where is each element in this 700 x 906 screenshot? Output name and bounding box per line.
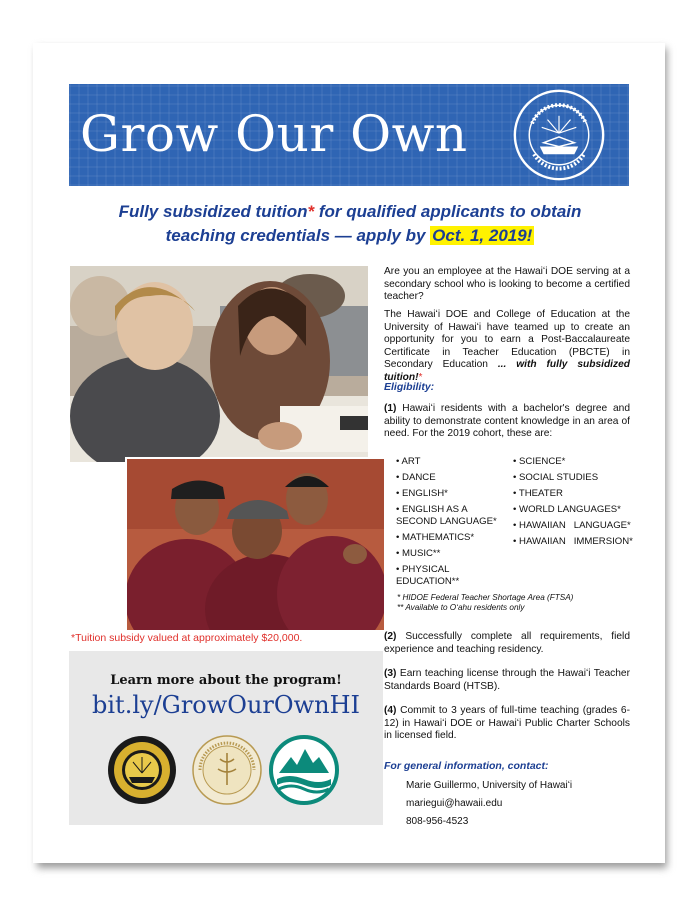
doe-logo-icon	[107, 735, 177, 805]
subject-item: • THEATER	[513, 488, 563, 499]
eligibility-item-4: (4) Commit to 3 years of full-time teaching (grades 6-12) in Hawaiʻi DOE or Hawaiʻi Public Charter Schools in licensed field.	[384, 705, 630, 742]
intro-paragraph: Are you an employee at the Hawaiʻi DOE serving at a secondary school who is looking to become a certified teacher?	[384, 266, 630, 303]
contact-name: Marie Guillermo, University of Hawaiʻi	[406, 780, 573, 791]
subject-item: • MUSIC**	[396, 548, 441, 559]
eligibility-item-1: (1) Hawaiʻi residents with a bachelor's degree and ability to demonstrate content knowledge in an area of need. For the 2019 cohort, these are:	[384, 403, 630, 440]
students-group-photo	[125, 457, 384, 630]
contact-heading: For general information, contact:	[384, 760, 549, 772]
partnership-paragraph: The Hawaiʻi DOE and College of Education at the University of Hawaiʻi have teamed up to create an opportunity for you to earn a Post-Baccalaureate Certificate in Teacher Education (PBCTE) in Secondary Education ... with fully subsidized tuition!*	[384, 309, 630, 383]
subject-list-right	[513, 456, 633, 552]
subject-item: • DANCE	[396, 472, 436, 483]
program-link[interactable]: bit.ly/GrowOurOwnHI	[92, 691, 360, 719]
subject-item: • WORLD LANGUAGES*	[513, 504, 621, 515]
subject-item: • ENGLISH AS A SECOND LANGUAGE*	[396, 504, 497, 527]
contact-phone[interactable]: 808-956-4523	[406, 816, 469, 827]
doe-seal-icon	[511, 87, 607, 183]
subject-list-left	[396, 456, 514, 592]
uh-seal-icon	[192, 735, 262, 805]
footnote-ftsa: * HIDOE Federal Teacher Shortage Area (FTSA)	[397, 593, 574, 602]
footnote-oahu: ** Available to Oʻahu residents only	[397, 603, 525, 612]
footnotes	[397, 593, 573, 613]
eligibility-item-2: (2) Successfully complete all requirements, field experience and teaching residency.	[384, 631, 630, 655]
banner-title: Grow Our Own	[80, 105, 468, 163]
learn-more-box	[69, 651, 383, 825]
tagline: Fully subsidized tuition* for qualified applicants to obtain teaching credentials — apply by Oct. 1, 2019!	[118, 202, 582, 245]
eligibility-item-3: (3) Earn teaching license through the Hawaiʻi Teacher Standards Board (HTSB).	[384, 668, 630, 692]
eligibility-heading: Eligibility:	[384, 381, 435, 393]
students-classroom-photo	[70, 266, 368, 462]
tuition-subsidy-note: *Tuition subsidy valued at approximately $20,000.	[71, 632, 303, 644]
contact-email[interactable]: mariegui@hawaii.edu	[406, 798, 503, 809]
subject-item: • SOCIAL STUDIES	[513, 472, 599, 483]
subject-item: • HAWAIIAN IMMERSION*	[513, 536, 633, 547]
deadline-highlight: Oct. 1, 2019!	[432, 226, 533, 245]
contact-block	[406, 777, 572, 831]
subject-item: • ART	[396, 456, 421, 467]
coe-logo-icon	[269, 735, 339, 805]
subject-item: • MATHEMATICS*	[396, 532, 475, 543]
subject-item: • HAWAIIAN LANGUAGE*	[513, 520, 631, 531]
subject-item: • PHYSICAL EDUCATION**	[396, 564, 460, 587]
learn-more-heading: Learn more about the program!	[110, 673, 342, 688]
subject-item: • SCIENCE*	[513, 456, 566, 467]
subject-item: • ENGLISH*	[396, 488, 448, 499]
